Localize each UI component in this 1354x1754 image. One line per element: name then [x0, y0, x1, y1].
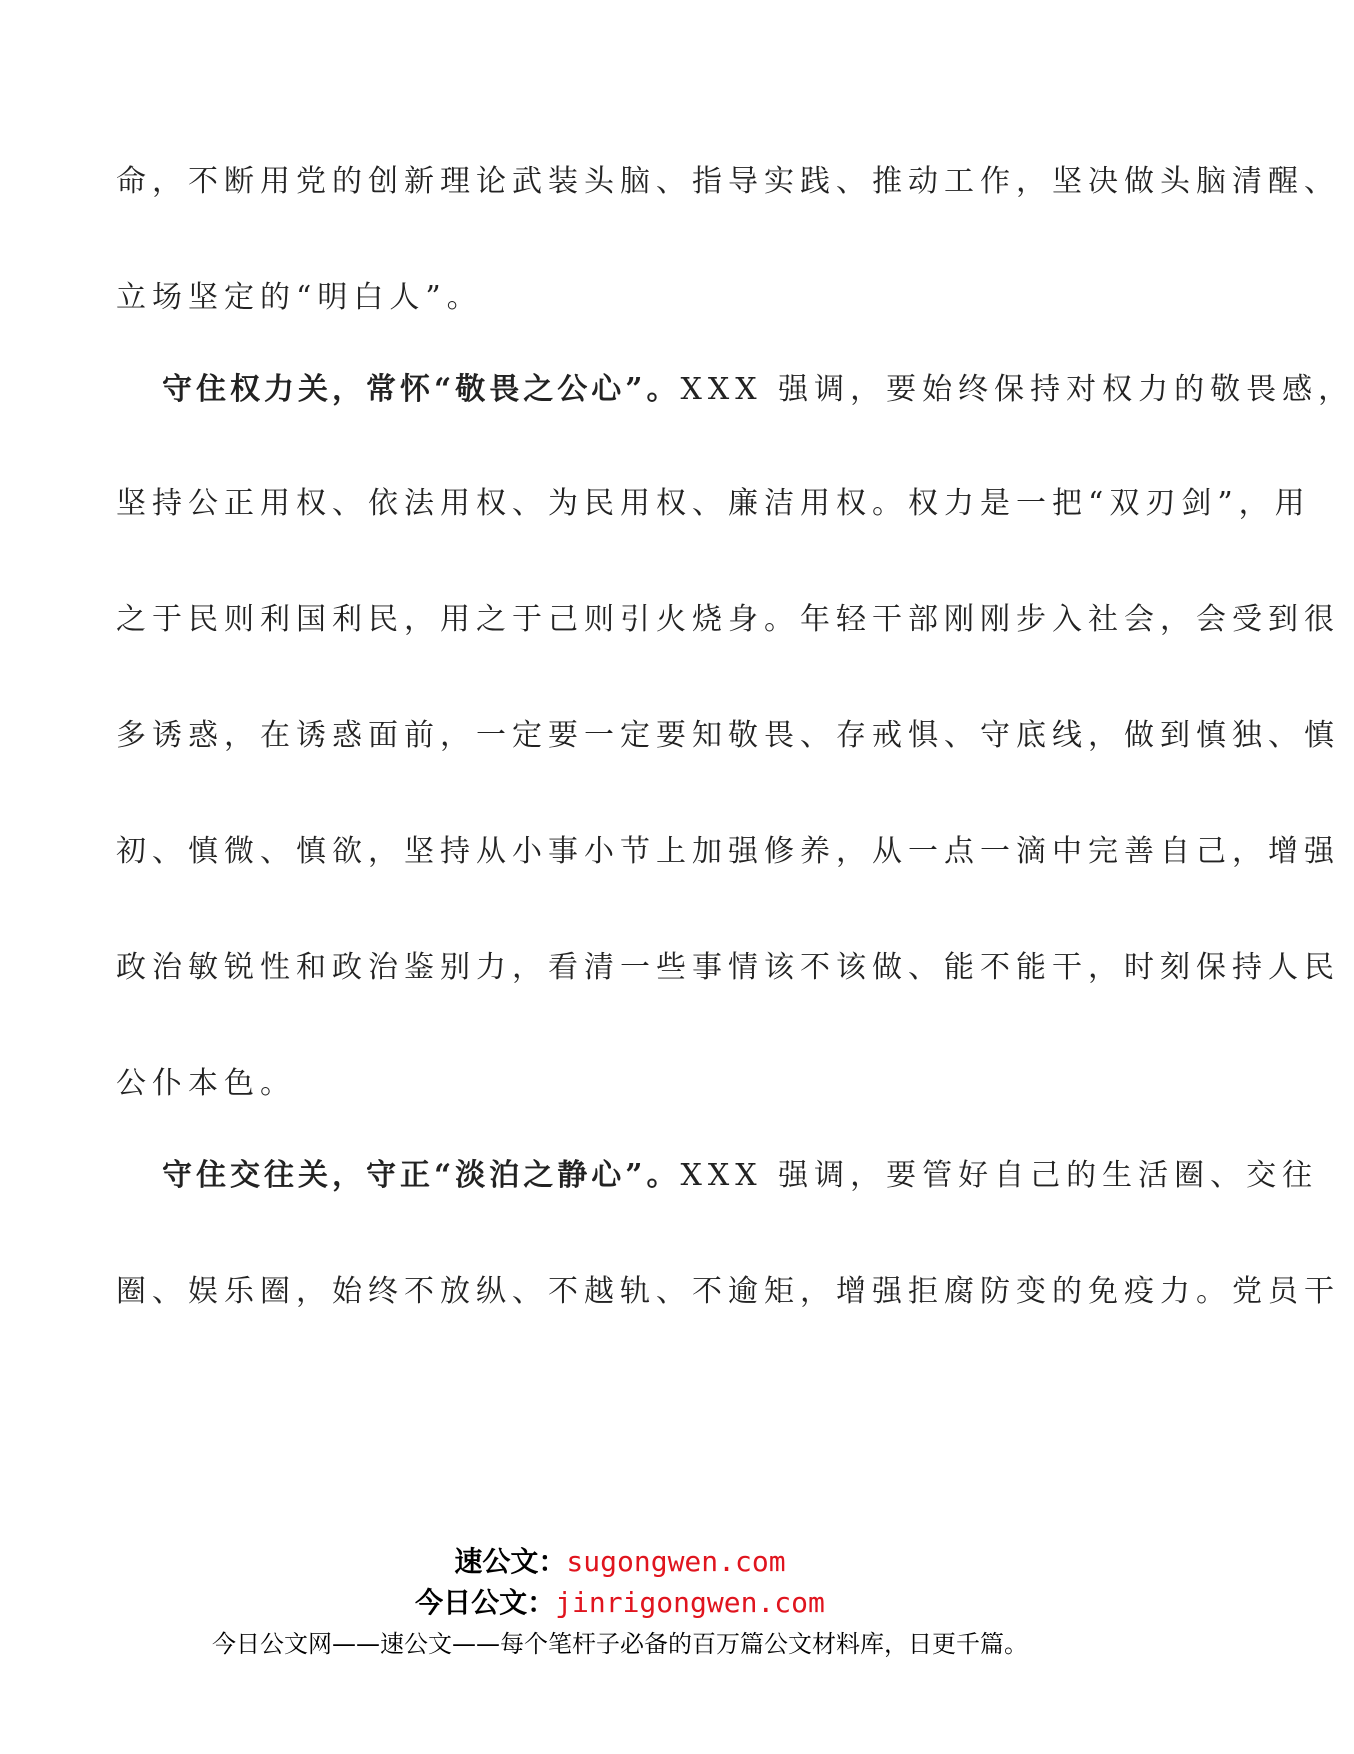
paragraph-2-line-6: 政治敏锐性和政治鉴别力，看清一些事情该不该做、能不能干，时刻保持人民: [116, 950, 1340, 985]
paragraph-2-line-1: [162, 370, 1354, 410]
footer-label-sugongwen: 速公文：: [454, 1545, 567, 1578]
paragraph-2-line-2: 坚持公正用权、依法用权、为民用权、廉洁用权。权力是一把“双刃剑”，用: [116, 486, 1311, 521]
paragraph-1-line-2: 立场坚定的“明白人”。: [116, 280, 483, 315]
footer-line-1: [0, 1544, 1240, 1580]
section-heading-social: 守住交往关，守正“淡泊之静心”。: [162, 1158, 681, 1193]
paragraph-1-line-1: 命，不断用党的创新理论武装头脑、指导实践、推动工作，坚决做头脑清醒、: [116, 164, 1340, 199]
footer-line-2: [0, 1585, 1240, 1621]
section-heading-power: 守住权力关，常怀“敬畏之公心”。: [162, 372, 681, 407]
paragraph-2-line-7: 公仆本色。: [116, 1066, 296, 1101]
paragraph-2-line-4: 多诱惑，在诱惑面前，一定要一定要知敬畏、存戒惧、守底线，做到慎独、慎: [116, 718, 1340, 753]
footer-label-jinrigongwen: 今日公文：: [415, 1586, 556, 1619]
paragraph-3-line-2: 圈、娱乐圈，始终不放纵、不越轨、不逾矩，增强拒腐防变的免疫力。党员干: [116, 1274, 1340, 1309]
footer-link-jinrigongwen[interactable]: jinrigongwen.com: [555, 1586, 825, 1619]
paragraph-2-line-3: 之于民则利国利民，用之于己则引火烧身。年轻干部刚刚步入社会，会受到很: [116, 602, 1340, 637]
paragraph-2-line-5: 初、慎微、慎欲，坚持从小事小节上加强修养，从一点一滴中完善自己，增强: [116, 834, 1340, 869]
paragraph-2-line-1-text: XXX 强调，要始终保持对权力的敬畏感，: [680, 372, 1354, 407]
footer-tagline: 今日公文网——速公文——每个笔杆子必备的百万篇公文材料库，日更千篇。: [212, 1630, 1028, 1658]
paragraph-3-line-1: [162, 1156, 1319, 1196]
footer-link-sugongwen[interactable]: sugongwen.com: [566, 1545, 786, 1578]
paragraph-3-line-1-text: XXX 强调，要管好自己的生活圈、交往: [680, 1158, 1319, 1193]
